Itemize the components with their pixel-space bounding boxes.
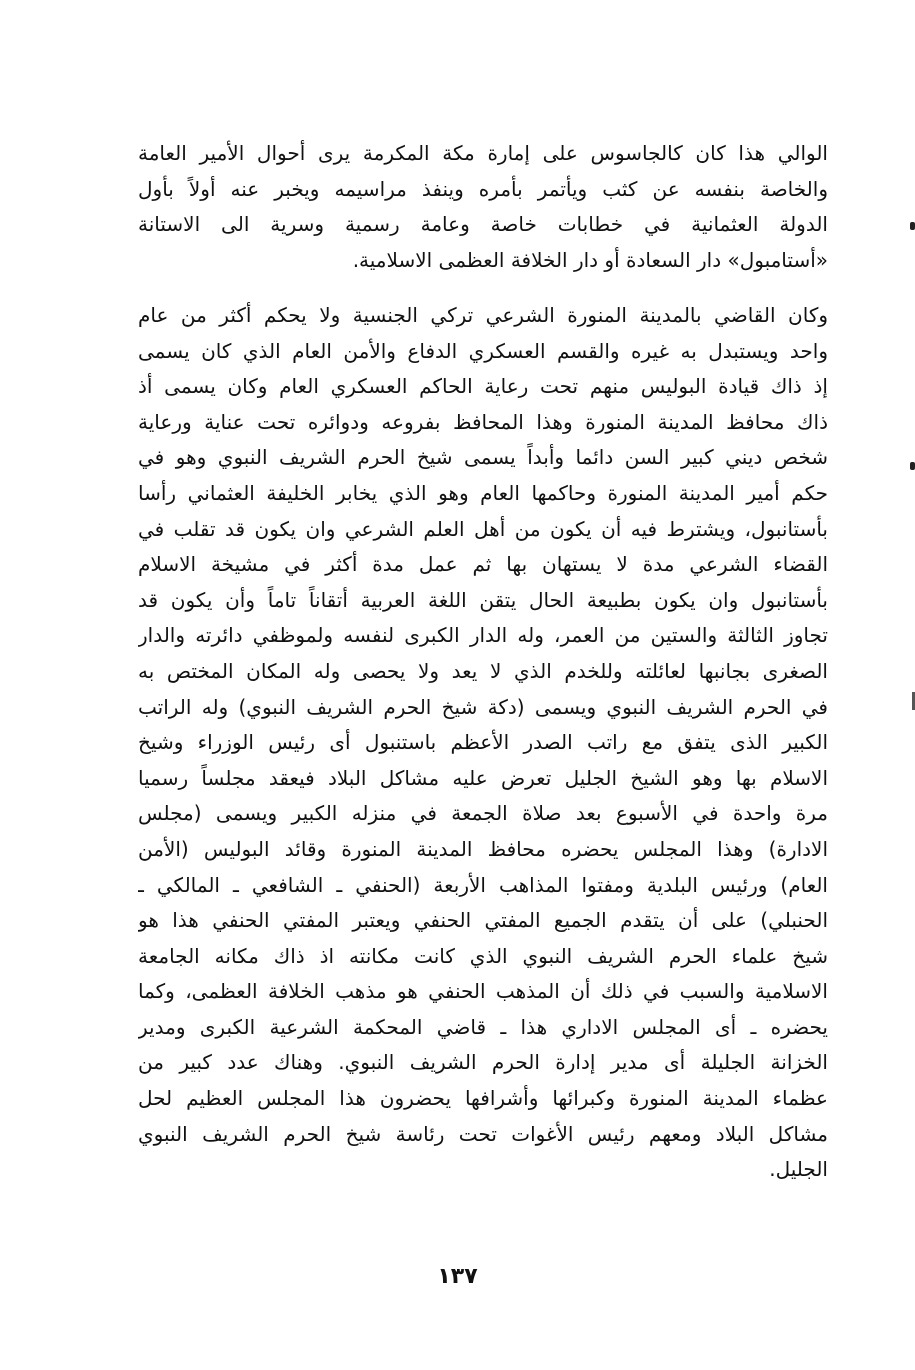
paragraph-line: شخص ديني كبير السن دائما وأبداً يسمى شيخ الحرم الشريف النبوي وهو في <box>138 445 828 470</box>
paragraph-2 <box>138 298 828 1188</box>
paragraph-line: عظماء المدينة المنورة وكبرائها وأشرافها يحضرون هذا المجلس العظيم لحل <box>138 1086 828 1111</box>
paragraph-line: بأستانبول، ويشترط فيه أن يكون من أهل العلم الشرعي وان يكون قد تقلب في <box>138 516 828 541</box>
paragraph-line: واحد ويستبدل به غيره والقسم العسكري الدفاع والأمن العام الذي كان يسمى <box>138 338 828 363</box>
paragraph-line: الوالي هذا كان كالجاسوس على إمارة مكة المكرمة يرى أحوال الأمير العامة <box>138 141 828 165</box>
paragraph-line: الخزانة الجليلة أى مدير إدارة الحرم الشريف النبوي. وهناك عدد كبير من <box>138 1050 828 1075</box>
paragraph-line: تجاوز الثالثة والستين من العمر، وله الدار الكبرى لنفسه ولموظفي دائرته والدار <box>138 623 828 648</box>
paragraph-line: مرة واحدة في الأسبوع بعد صلاة الجمعة في منزله الكبير ويسمى (مجلس <box>138 801 828 826</box>
paragraph-line: مشاكل البلاد ومعهم رئيس الأغوات تحت رئاسة شيخ الحرم الشريف النبوي <box>138 1121 828 1146</box>
paragraph-line: «أستامبول» دار السعادة أو دار الخلافة العظمى الاسلامية. <box>352 247 828 272</box>
paragraph-line: الكبير الذى يتفق مع راتب الصدر الأعظم باستنبول أى رئيس الوزراء وشيخ <box>138 730 828 755</box>
paragraph-line: يحضره ـ أى المجلس الاداري هذا ـ قاضي المحكمة الشرعية الكبرى ومدير <box>138 1014 828 1039</box>
paragraph-line: الاسلامية والسبب في ذلك أن المذهب الحنفي هو مذهب الخلافة العظمى، وكما <box>138 979 828 1004</box>
paragraph-line: الاسلام بها وهو الشيخ الجليل تعرض عليه مشاكل البلاد فيعقد مجلساً رسميا <box>138 765 828 790</box>
paragraph-line: الصغرى بجانبها لعائلته وللخدم الذي لا يعد ولا يحصى وله المكان المختص به <box>138 658 828 683</box>
paragraph-line: ذاك محافظ المدينة المنورة وهذا المحافظ بفروعه ودوائره تحت عناية ورعاية <box>138 409 828 434</box>
paragraph-line: الحنبلي) على أن يتقدم الجميع المفتي الحنفي ويعتبر المفتي الحنفي هذا هو <box>138 908 828 933</box>
paragraph-1 <box>138 136 828 278</box>
paragraph-line: الجليل. <box>769 1157 828 1182</box>
paragraph-line: الدولة العثمانية في خطابات خاصة وعامة رسمية وسرية الى الاستانة <box>138 212 828 237</box>
paragraph-line: القضاء الشرعي مدة لا يستهان بها ثم عمل مدة أكثر في مشيخة الاسلام <box>138 552 828 577</box>
margin-dot <box>910 462 915 470</box>
paragraph-line: الادارة) وهذا المجلس يحضره محافظ المدينة المنورة وقائد البوليس (الأمن <box>138 836 828 861</box>
paragraph-line: إذ ذاك قيادة البوليس منهم تحت رعاية الحاكم العسكري العام وكان يسمى أذ <box>138 374 828 399</box>
paragraph-line: في الحرم الشريف النبوي ويسمى (دكة شيخ الحرم الشريف النبوي) وله الراتب <box>138 694 828 719</box>
paragraph-line: بأستانبول وان يكون بطبيعة الحال يتقن اللغة العربية أتقاناً تاماً وأن يكون قد <box>138 587 828 612</box>
paragraph-line: والخاصة بنفسه عن كثب ويأتمر بأمره وينفذ مراسيمه ويخبر عنه أولاً بأول <box>138 176 828 201</box>
margin-dot <box>910 222 915 230</box>
paragraph-line: حكم أمير المدينة المنورة وحاكمها العام وهو الذي يخابر الخليفة العثماني رأسا <box>138 480 828 505</box>
paragraph-line: وكان القاضي بالمدينة المنورة الشرعي تركي الجنسية ولا يحكم أكثر من عام <box>138 303 828 327</box>
page-number: ١٣٧ <box>437 1264 478 1289</box>
paragraph-line: شيخ علماء الحرم الشريف النبوي الذي كانت مكانته اذ ذاك مكانه الجامعة <box>138 943 828 968</box>
paragraph-line: العام) ورئيس البلدية ومفتوا المذاهب الأربعة (الحنفي ـ الشافعي ـ المالكي ـ <box>138 872 828 897</box>
